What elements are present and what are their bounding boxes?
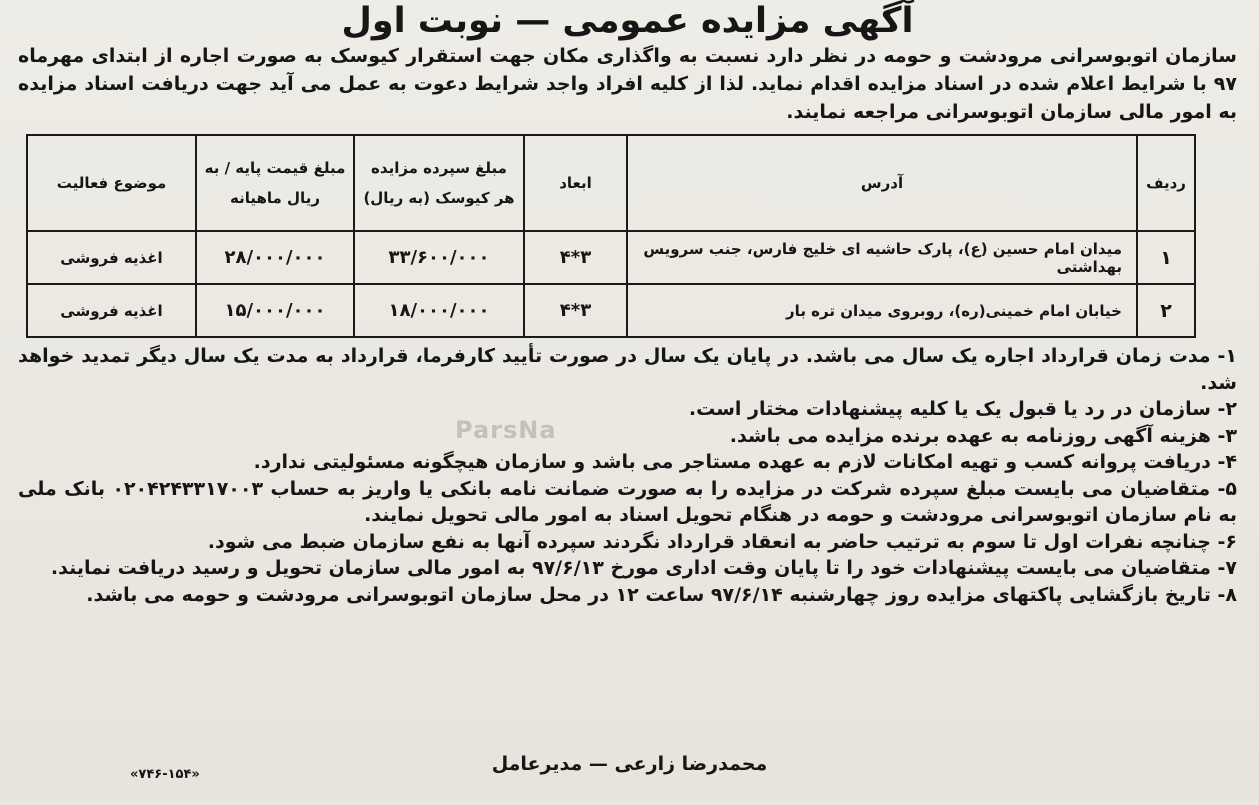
cell-row-number: ۱ [1137,231,1195,284]
table-header-row [27,135,1195,231]
term-item: ۴- دریافت پروانه کسب و تهیه امکانات لازم به عهده مستاجر می باشد و سازمان هیچگونه مسئولیتی ندارد. [253,451,1237,473]
term-item: ۱- مدت زمان قرارداد اجاره یک سال می باشد. در پایان یک سال در صورت تأیید کارفرما، قرارداد به مدت یک سال دیگر تمدید خواهد شد. [18,345,1237,394]
cell-address: میدان امام حسین (ع)، پارک حاشیه ای خلیج فارس، جنب سرویس بهداشتی [627,231,1137,284]
notice-code: «۷۴۶-۱۵۴» [130,767,200,782]
cell-activity: اغذیه فروشی [27,284,196,337]
term-item: ۵- متقاضیان می بایست مبلغ سپرده شرکت در مزایده را به صورت ضمانت نامه بانکی یا واریز به حساب ۰۲۰۴۲۴۳۳۱۷۰۰۳ بانک ملی به نام سازمان اتوبوسرانی مرودشت و حومه در هنگام تحویل اسناد به امور مالی تحویل نمایند. [18,477,1237,526]
col-header-row-number: ردیف [1137,135,1195,231]
cell-base-price: ۲۸/۰۰۰/۰۰۰ [196,231,354,284]
cell-deposit: ۳۳/۶۰۰/۰۰۰ [354,231,524,284]
table-row [27,231,1195,284]
intro-paragraph: سازمان اتوبوسرانی مرودشت و حومه در نظر دارد نسبت به واگذاری مکان جهت استقرار کیوسک به صورت اجاره از ابتدای مهرماه ۹۷ با شرایط اعلام شده در اسناد مزایده اقدام نماید. لذا از کلیه افراد واجد شرایط دعوت به عمل می آید جهت دریافت اسناد مزایده به امور مالی سازمان اتوبوسرانی مراجعه نمایند. [18,45,1237,123]
col-header-dimensions: ابعاد [524,135,627,231]
col-header-address: آدرس [627,135,1137,231]
cell-dimensions: ۳*۴ [524,231,627,284]
col-header-activity: موضوع فعالیت [27,135,196,231]
cell-base-price: ۱۵/۰۰۰/۰۰۰ [196,284,354,337]
terms-list [14,343,1241,608]
term-item: ۶- چنانچه نفرات اول تا سوم به ترتیب حاضر به انعقاد قرارداد نگردند سپرده آنها به نفع سازمان ضبط می شود. [207,530,1237,553]
col-header-deposit: مبلغ سپرده مزایده هر کیوسک (به ریال) [354,135,524,231]
term-item: ۳- هزینه آگهی روزنامه به عهده برنده مزایده می باشد. [729,424,1237,447]
cell-dimensions: ۳*۴ [524,284,627,337]
term-item: ۸- تاریخ بازگشایی پاکتهای مزایده روز چهارشنبه ۹۷/۶/۱۴ ساعت ۱۲ در محل سازمان اتوبوسرانی مرودشت و حومه می باشد. [86,583,1237,606]
cell-deposit: ۱۸/۰۰۰/۰۰۰ [354,284,524,337]
signature: محمدرضا زارعی — مدیرعامل [491,753,768,775]
table-row [27,284,1195,337]
cell-activity: اغذیه فروشی [27,231,196,284]
notice-title: آگهی مزایده عمومی — نوبت اول [341,1,914,41]
kiosk-table [26,134,1196,338]
watermark: ParsNa [455,416,557,444]
term-item: ۲- سازمان در رد یا قبول یک یا کلیه پیشنهادات مختار است. [688,398,1237,420]
col-header-base-price: مبلغ قیمت پایه / به ریال ماهیانه [196,135,354,231]
term-item: ۷- متقاضیان می بایست پیشنهادات خود را تا پایان وقت اداری مورخ ۹۷/۶/۱۳ به امور مالی سازمان تحویل و رسید دریافت نمایند. [50,557,1237,579]
cell-row-number: ۲ [1137,284,1195,337]
cell-address: خیابان امام خمینی(ره)، روبروی میدان تره بار [627,284,1137,337]
